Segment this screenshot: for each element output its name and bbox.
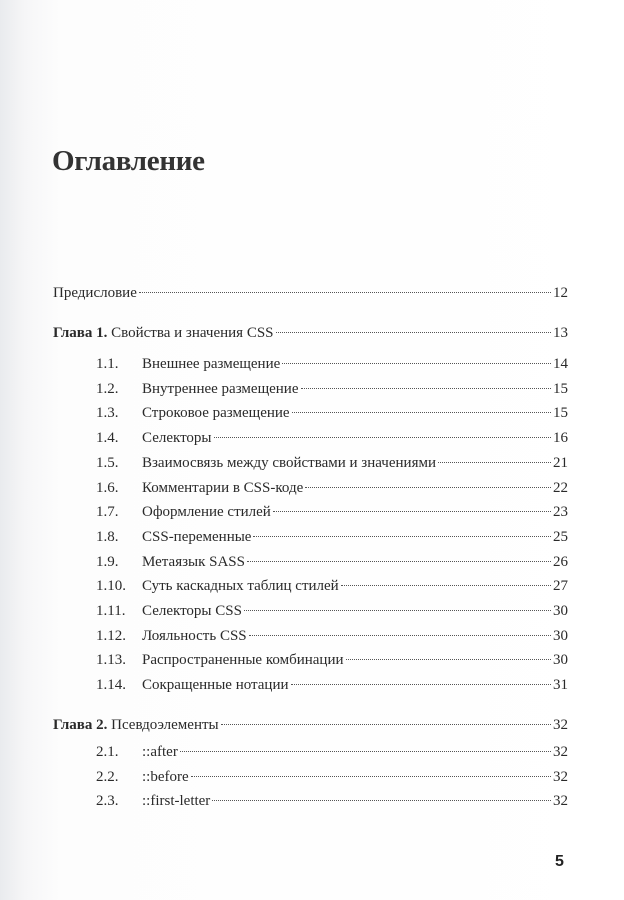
entry-label: ::first-letter — [142, 793, 211, 809]
section-number: 1.14. — [96, 677, 126, 694]
entry-label: Строковое размещение — [142, 405, 290, 422]
toc-entry-section[interactable] — [96, 502, 568, 522]
entry-page: 30 — [553, 603, 568, 619]
entry-label: Лояльность CSS — [142, 627, 247, 644]
entry-page: 25 — [553, 528, 568, 545]
entry-label: Взаимосвязь между свойствами и значениями — [142, 454, 436, 471]
entry-page: 22 — [553, 479, 568, 496]
dot-leader — [305, 487, 551, 488]
dot-leader — [346, 659, 552, 660]
toc-entry-section[interactable] — [96, 650, 568, 670]
entry-label: Комментарии в CSS-коде — [142, 479, 304, 496]
entry-page: 15 — [553, 405, 568, 422]
entry-label: Псевдоэлементы — [111, 717, 219, 733]
section-number: 1.8. — [96, 528, 119, 545]
dot-leader — [282, 363, 551, 364]
entry-label: Внешнее размещение — [142, 356, 281, 372]
toc-entry-section[interactable] — [96, 626, 568, 646]
entry-page: 32 — [553, 744, 568, 760]
toc-entry-section[interactable] — [96, 428, 568, 448]
dot-leader — [438, 462, 551, 463]
dot-leader — [139, 292, 551, 293]
dot-leader — [191, 776, 551, 777]
entry-label: Предисловие — [53, 285, 137, 301]
section-number: 1.10. — [96, 578, 126, 595]
dot-leader — [212, 800, 551, 801]
section-number: 1.12. — [96, 627, 126, 644]
toc-entry-section[interactable] — [96, 527, 568, 547]
dot-leader — [301, 388, 552, 389]
section-number: 1.7. — [96, 504, 119, 521]
dot-leader — [244, 610, 551, 611]
toc-entry-section[interactable] — [96, 552, 568, 572]
toc-entry-section[interactable] — [96, 453, 568, 473]
entry-label: Суть каскадных таблиц стилей — [142, 578, 339, 595]
section-number: 1.3. — [96, 405, 119, 422]
entry-label: Свойства и значения CSS — [111, 325, 274, 341]
section-number: 1.11. — [96, 603, 126, 619]
entry-page: 26 — [553, 553, 568, 570]
dot-leader — [273, 511, 551, 512]
entry-page: 31 — [553, 677, 568, 694]
entry-page: 30 — [553, 652, 568, 669]
dot-leader — [253, 536, 551, 537]
toc-entry-chapter-1[interactable] — [53, 323, 568, 343]
section-number: 1.2. — [96, 380, 119, 397]
entry-page: 21 — [553, 454, 568, 471]
section-number: 1.9. — [96, 553, 119, 570]
section-number: 1.5. — [96, 454, 119, 471]
dot-leader — [221, 724, 551, 725]
page-title: Оглавление — [52, 145, 205, 177]
dot-leader — [291, 684, 551, 685]
entry-page: 32 — [553, 717, 568, 733]
entry-label: Метаязык SASS — [142, 553, 245, 570]
section-number: 2.2. — [96, 768, 119, 785]
dot-leader — [292, 412, 551, 413]
toc-entry-section[interactable] — [96, 675, 568, 695]
entry-page: 15 — [553, 380, 568, 397]
entry-label: Селекторы CSS — [142, 603, 242, 619]
toc-entry-section[interactable] — [96, 403, 568, 423]
chapter-prefix: Глава 2. — [53, 717, 108, 733]
entry-label: Сокращенные нотации — [142, 677, 289, 694]
entry-page: 16 — [553, 430, 568, 447]
entry-page: 14 — [553, 356, 568, 372]
entry-label: ::after — [142, 744, 178, 760]
toc-entry-section[interactable] — [96, 767, 568, 787]
chapter-prefix: Глава 1. — [53, 325, 108, 341]
toc-entry-preface[interactable] — [53, 283, 568, 303]
entry-page: 27 — [553, 578, 568, 595]
dot-leader — [276, 332, 551, 333]
entry-label: Оформление стилей — [142, 504, 271, 521]
dot-leader — [214, 437, 551, 438]
entry-page: 12 — [553, 285, 568, 301]
page-number: 5 — [555, 853, 564, 870]
entry-label: Внутреннее размещение — [142, 380, 299, 397]
section-number: 1.13. — [96, 652, 126, 669]
dot-leader — [247, 561, 551, 562]
entry-page: 32 — [553, 768, 568, 785]
entry-page: 32 — [553, 793, 568, 809]
entry-label: CSS-переменные — [142, 528, 252, 545]
entry-page: 30 — [553, 627, 568, 644]
toc-entry-section[interactable] — [96, 478, 568, 498]
section-number: 1.4. — [96, 430, 119, 447]
section-number: 2.1. — [96, 744, 119, 760]
entry-label: Селекторы — [142, 430, 212, 447]
entry-label: ::before — [142, 768, 189, 785]
toc-entry-section[interactable] — [96, 791, 568, 811]
toc-entry-section[interactable] — [96, 576, 568, 596]
dot-leader — [249, 635, 551, 636]
toc-entry-section[interactable] — [96, 601, 568, 621]
dot-leader — [180, 751, 551, 752]
section-number: 2.3. — [96, 793, 119, 809]
entry-page: 13 — [553, 325, 568, 341]
entry-label: Распространенные комбинации — [142, 652, 344, 669]
entry-page: 23 — [553, 504, 568, 521]
dot-leader — [341, 585, 551, 586]
toc-entry-section[interactable] — [96, 742, 568, 762]
toc-entry-section[interactable] — [96, 379, 568, 399]
toc-entry-chapter-2[interactable] — [53, 715, 568, 735]
toc-entry-section[interactable] — [96, 354, 568, 374]
section-number: 1.6. — [96, 479, 119, 496]
section-number: 1.1. — [96, 356, 119, 372]
